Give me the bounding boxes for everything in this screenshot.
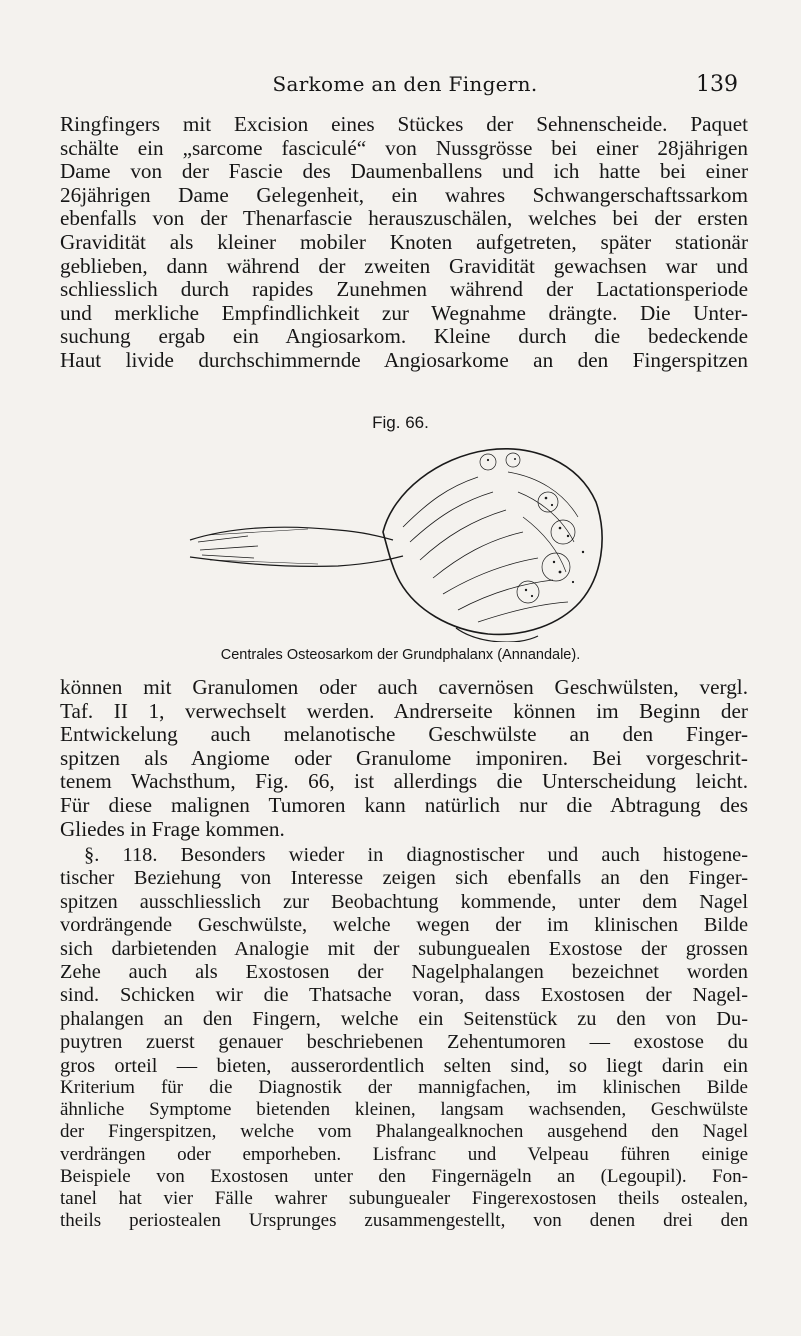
- text-line: Dame von der Fascie des Daumenballens und ich hatte bei einer: [60, 159, 748, 184]
- text-line: geblieben, dann während der zweiten Gravidität gewachsen war und: [60, 253, 748, 278]
- text-line: Gravidität als kleiner mobiler Knoten aufgetreten, später stationär: [60, 229, 748, 254]
- text-line: verdrängen oder emporheben. Lisfranc und Velpeau führen einige: [60, 1143, 748, 1165]
- text-line: phalangen an den Fingern, welche ein Seitenstück zu den von Du-: [60, 1007, 748, 1030]
- text-line: tanel hat vier Fälle wahrer subunguealer Fingerexostosen theils ostealen,: [60, 1188, 748, 1210]
- text-line: spitzen ausschliesslich zur Beobachtung kommende, unter dem Nagel: [60, 890, 748, 913]
- text-line: und merkliche Empfindlichkeit zur Wegnahme drängte. Die Unter-: [60, 300, 748, 325]
- text-line: Entwickelung auch melanotische Geschwülste an den Finger-: [60, 722, 748, 747]
- text-line: Beispiele von Exostosen unter den Fingernägeln an (Legoupil). Fon-: [60, 1165, 748, 1187]
- figure-illustration: [188, 432, 608, 642]
- figure-label: Fig. 66.: [372, 413, 429, 432]
- text-line: sind. Schicken wir die Thatsache voran, dass Exostosen der Nagel-: [60, 984, 748, 1007]
- page-number: 139: [696, 72, 738, 97]
- text-line: der Fingerspitzen, welche vom Phalangealknochen ausgehend den Nagel: [60, 1121, 748, 1143]
- figure-caption: Centrales Osteosarkom der Grundphalanx (Annandale).: [220, 647, 581, 663]
- text-line: Taf. II 1, verwechselt werden. Andrerseite können im Beginn der: [60, 698, 748, 723]
- text-line: Für diese malignen Tumoren kann natürlich nur die Abtragung des: [60, 792, 748, 817]
- text-line: sich darbietenden Analogie mit der subunguealen Exostose der grossen: [60, 937, 748, 960]
- running-title: Sarkome an den Fingern.: [272, 72, 538, 96]
- text-line: suchung ergab ein Angiosarkom. Kleine durch die bedeckende: [60, 324, 748, 349]
- paragraph-2: [60, 676, 748, 841]
- text-line: Ringfingers mit Excision eines Stückes der Sehnenscheide. Paquet: [60, 112, 748, 136]
- text-line: puytren zuerst genauer beschriebenen Zehentumoren — exostose du: [60, 1031, 748, 1054]
- text-line: theils periostealen Ursprunges zusammengestellt, von denen drei den: [60, 1210, 748, 1232]
- text-line: Gliedes in Frage kommen.: [60, 816, 285, 841]
- text-line: schälte ein „sarcome fasciculé“ von Nussgrösse bei einer 28jährigen: [60, 135, 748, 160]
- text-line: ähnliche Symptome bietenden kleinen, langsam wachsenden, Geschwülste: [60, 1099, 748, 1121]
- text-line: gros orteil — bieten, ausserordentlich selten sind, so liegt darin ein: [60, 1054, 748, 1077]
- paragraph-4: [60, 1077, 748, 1232]
- text-line: Kriterium für die Diagnostik der mannigfachen, im klinischen Bilde: [60, 1077, 748, 1098]
- paragraph-1: [60, 113, 748, 373]
- running-head: [60, 72, 750, 106]
- text-line: 26jährigen Dame Gelegenheit, ein wahres Schwangerschaftssarkom: [60, 182, 748, 207]
- text-line: spitzen als Angiome oder Granulome imponiren. Bei vorgeschrit-: [60, 745, 748, 770]
- text-line: tischer Beziehung von Interesse zeigen sich ebenfalls an den Finger-: [60, 867, 748, 890]
- text-line: tenem Wachsthum, Fig. 66, ist allerdings die Unterscheidung leicht.: [60, 769, 748, 794]
- text-line: können mit Granulomen oder auch cavernösen Geschwülsten, vergl.: [60, 675, 748, 699]
- text-line: Zehe auch als Exostosen der Nagelphalangen bezeichnet worden: [60, 961, 748, 984]
- text-line: §. 118. Besonders wieder in diagnostischer und auch histogene-: [84, 844, 748, 866]
- text-line: Haut livide durchschimmernde Angiosarkome an den Fingerspitzen: [60, 347, 748, 372]
- paragraph-3: [60, 844, 748, 1078]
- text-line: vordrängende Geschwülste, welche wegen der im klinischen Bilde: [60, 914, 748, 937]
- text-line: ebenfalls von der Thenarfascie herauszuschälen, welches bei der ersten: [60, 206, 748, 231]
- text-line: schliesslich durch rapides Zunehmen während der Lactationsperiode: [60, 277, 748, 302]
